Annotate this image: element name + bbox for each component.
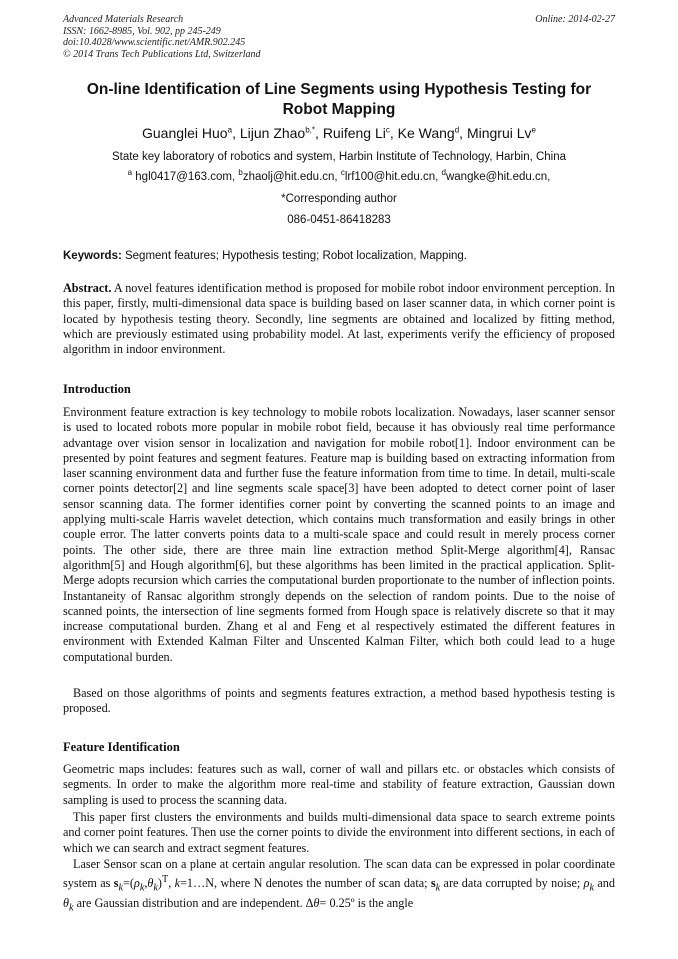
email-link[interactable]: hgl0417@163.com,: [132, 171, 239, 183]
abstract-text: A novel features identification method is proposed for mobile robot indoor environment perception. In this paper, firstly, multi-dimensional data space is building based on laser scanner data, in which corner point is located by hypothesis testing theory. Secondly, line segments are obtained and localized by fitting method, which are previously estimated using probability model. At last, experiments verify the efficiency of proposed algorithm in indoor environment.: [63, 281, 615, 357]
author: Mingrui Lv$^e$: [466, 125, 536, 141]
intro-paragraph-1: Environment feature extraction is key technology to mobile robots localization. Nowadays, laser scanner sensor is used to located robots more popular in mobile robot field, because it has obviously real time performance advantage over vision sensor in localization and navigation for mobile robot[1]. Indoor environment can be presented by point features and segment features. Feature map is building based on extracting information from laser scanning environment data and further fuse the feature information from time to time. In detail, multi-scale corner points detector[2] and line segments scale space[3] have been adopted to detect corner point of laser sensor scanning data. The former identifies corner point by converting the scanned points to an image and applying multi-scale Harris wavelet detection, which contains much transformation and easily brings in other couple error. The latter converts points data to a multi-scale space and could result in merely process corner points. The other side, there are three main line extraction method Split-Merge algorithm[4], Ransac algorithm[5] and Hough algorithm[6], but these algorithms has been limited in the practical application. Split-Merge adopts recursion which carries the computational burden proportionate to the number of inflection points. Instantaneity of Ransac algorithm strongly depends on the selection of random points. Due to the noise of scanned points, the intersection of line segments formed from Hough space is relatively discrete so that it may increase computational burden. Zhang et al and Feng et al respectively estimated the different features in environment with Extended Kalman Filter and Unscented Kalman Filter, which both could lead to a huge computational burden.: [63, 405, 615, 664]
phone-number: 086-0451-86418283: [287, 214, 391, 226]
doi-line: doi:10.4028/www.scientific.net/AMR.902.245: [63, 37, 246, 48]
email-link[interactable]: zhaolj@hit.edu.cn,: [242, 171, 341, 183]
email-list: $^a$ hgl0417@163.com, $^b$zhaolj@hit.edu.cn, $^c$lrf100@hit.edu.cn, $^d$wangke@hit.edu.cn,: [127, 168, 551, 183]
publication-info: [63, 14, 261, 60]
author: Ruifeng Li$^c$,: [322, 125, 398, 141]
email-link[interactable]: lrf100@hit.edu.cn,: [344, 171, 442, 183]
author-list: [63, 124, 615, 142]
keywords: [63, 249, 615, 263]
corresponding-author: *Corresponding author: [281, 193, 397, 205]
issn-line: ISSN: 1662-8985, Vol. 902, pp 245-249: [63, 25, 221, 37]
keywords-label: Keywords:: [63, 250, 122, 262]
online-date: Online: 2014-02-27: [535, 14, 615, 25]
section-heading-feature-identification: Feature Identification: [63, 740, 180, 754]
affiliation: State key laboratory of robotics and system, Harbin Institute of Technology, Harbin, China: [111, 151, 567, 163]
intro-paragraph-2: Based on those algorithms of points and segments features extraction, a method based hypothesis testing is proposed.: [63, 686, 615, 716]
author: Ke Wang$^d$,: [397, 125, 467, 141]
section-heading-introduction: Introduction: [63, 382, 131, 396]
paper-title: On-line Identification of Line Segments using Hypothesis Testing for Robot Mapping: [86, 81, 592, 118]
keywords-text: Segment features; Hypothesis testing; Robot localization, Mapping.: [121, 250, 467, 262]
author: Guanglei Huo$^a$,: [141, 125, 240, 141]
author: Lijun Zhao$^{b,*}$,: [239, 125, 323, 141]
abstract-label: Abstract.: [63, 281, 112, 295]
feature-paragraph-2: This paper first clusters the environments and builds multi-dimensional data space to search extreme points and corner point features. Then use the corner points to divide the environment into different sections, in each of which we can search and extract segment features.: [63, 810, 615, 855]
feature-paragraph-1: Geometric maps includes: features such as wall, corner of wall and pillars etc. or obstacles which consists of segments. In order to make the algorithm more real-time and stability of feature extraction, Gaussian down sampling is used to process the scanning data.: [63, 762, 615, 807]
abstract: [63, 281, 615, 357]
feature-paragraph-3: Laser Sensor scan on a plane at certain angular resolution. The scan data can be expressed in polar coordinate system as $s_k=(\rho_k,\theta_k)^T$, k=1…N, where N denotes the number of scan data; $s_k$ are data corrupted by noise; $\rho_k$ and $\theta_k$ are Gaussian distribution and are independent. Δθ= 0.25º is the angle: [63, 857, 615, 914]
copyright-line: © 2014 Trans Tech Publications Ltd, Switzerland: [63, 48, 261, 60]
email-link[interactable]: wangke@hit.edu.cn,: [445, 171, 551, 183]
journal-name: Advanced Materials Research: [63, 14, 184, 25]
